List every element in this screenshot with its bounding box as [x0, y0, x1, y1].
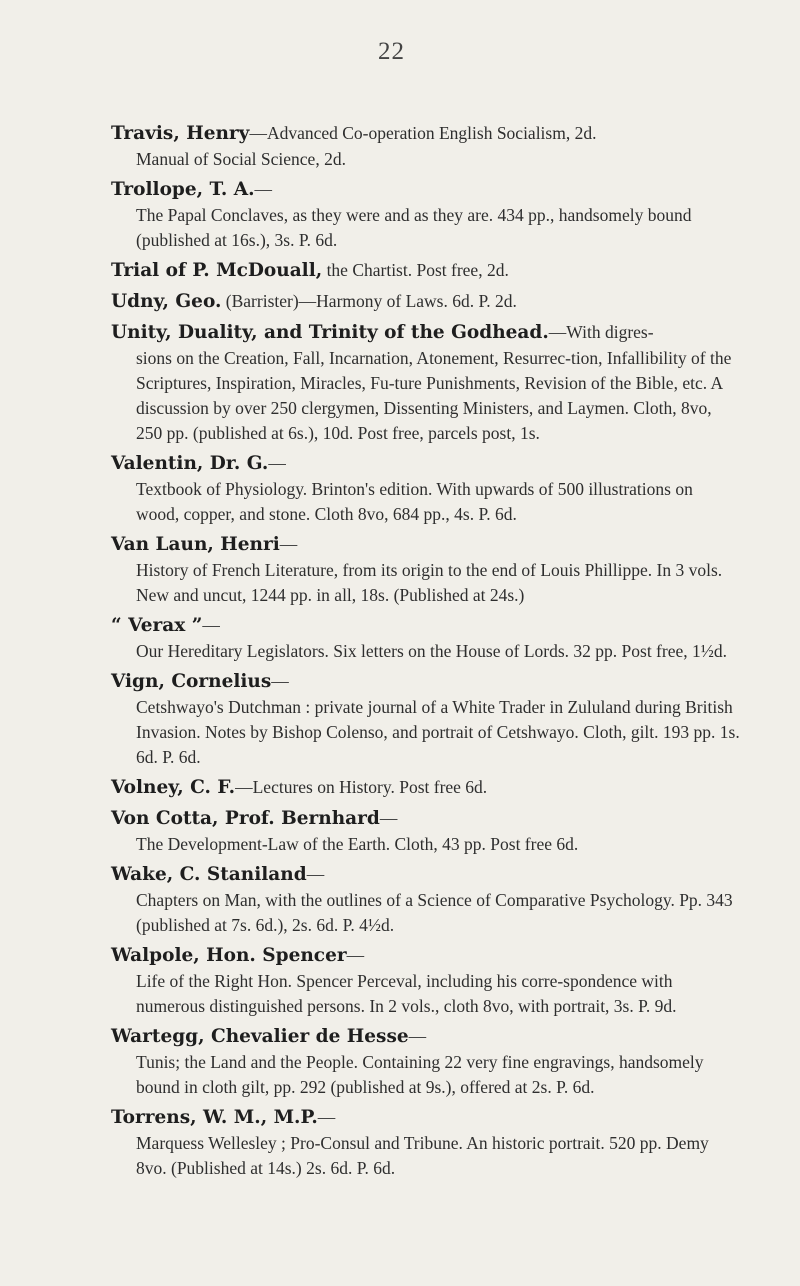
catalogue-entry	[111, 176, 740, 253]
entry-description: Chapters on Man, with the outlines of a Science of Comparative Psychology. Pp. 343 (published at 7s. 6d.), 2s. 6d. P. 4½d.	[136, 890, 733, 935]
entry-author: Volney, C. F.	[111, 777, 236, 798]
entry-heading-rest: the Chartist. Post free, 2d.	[322, 260, 509, 280]
catalogue-entry	[111, 450, 740, 527]
entry-heading-rest: —	[271, 671, 289, 691]
entry-description: The Papal Conclaves, as they were and as they are. 434 pp., handsomely bound (published at 16s.), 3s. P. 6d.	[136, 205, 692, 250]
entry-author: Vign, Cornelius	[111, 671, 272, 692]
entry-author: Unity, Duality, and Trinity of the Godhead.	[111, 322, 549, 343]
entry-author: Trollope, T. A.	[111, 179, 255, 200]
entry-author: “ Verax ”	[111, 615, 203, 636]
catalogue-entry	[111, 861, 740, 938]
entry-author: Trial of P. McDouall,	[111, 260, 323, 281]
catalogue-entry	[111, 942, 740, 1019]
entry-description: Marquess Wellesley ; Pro-Consul and Tribune. An historic portrait. 520 pp. Demy 8vo. (Published at 14s.) 2s. 6d. P. 6d.	[136, 1133, 709, 1178]
entry-author: Valentin, Dr. G.	[111, 453, 269, 474]
entry-description: Life of the Right Hon. Spencer Perceval, including his corre-spondence with numerous distinguished persons. In 2 vols., cloth 8vo, with portrait, 3s. P. 9d.	[136, 971, 677, 1016]
entry-heading-line	[111, 120, 740, 147]
entry-description: History of French Literature, from its origin to the end of Louis Phillippe. In 3 vols. New and uncut, 1244 pp. in all, 18s. (Published at 24s.)	[136, 560, 723, 605]
entry-heading-line	[111, 1104, 740, 1131]
entry-heading-line	[111, 805, 740, 832]
entry-heading-line	[111, 668, 740, 695]
entry-author: Wartegg, Chevalier de Hesse	[111, 1026, 409, 1047]
entry-heading-rest: (Barrister)—Harmony of Laws. 6d. P. 2d.	[221, 291, 517, 311]
entry-heading-line	[111, 176, 740, 203]
entry-heading-line	[111, 612, 740, 639]
page-number: 22	[378, 38, 405, 65]
entry-description: Cetshwayo's Dutchman : private journal of a White Trader in Zululand during British Invasion. Notes by Bishop Colenso, and portrait of Cetshwayo. Cloth, gilt. 193 pp. 1s. 6d. P. 6d.	[136, 697, 740, 767]
catalogue-entry	[111, 1023, 740, 1100]
entry-description: Our Hereditary Legislators. Six letters on the House of Lords. 32 pp. Post free, 1½d.	[136, 641, 727, 661]
entry-heading-line	[111, 861, 740, 888]
entry-heading-rest: —	[408, 1026, 427, 1046]
entry-heading-rest: —Lectures on History. Post free 6d.	[235, 777, 488, 797]
entry-author: Von Cotta, Prof. Bernhard	[111, 808, 380, 829]
catalogue-entry	[111, 774, 740, 801]
catalogue-entry	[111, 257, 740, 284]
entry-heading-rest: —	[317, 1107, 336, 1127]
entry-heading-rest: —	[202, 615, 220, 635]
entry-heading-continuation: sions on the Creation, Fall, Incarnation, Atonement, Resurrec-tion, Infallibility of the Scriptures, Inspiration, Miracles, Fu-ture Punishments, Revision of the Bible, etc. A discussion by over 250 clergymen, Dissenting Ministers, and Laymen. Cloth, 8vo, 250 pp. (published at 6s.), 10d. Post free, parcels post, 1s.	[136, 348, 732, 443]
catalogue-entry	[111, 531, 740, 608]
entry-heading-rest: —Advanced Co-operation English Socialism, 2d.	[249, 123, 597, 143]
entry-heading-rest: —	[306, 864, 325, 884]
entry-heading-line	[111, 450, 740, 477]
catalogue-entry	[111, 319, 740, 446]
entry-heading-line	[111, 1023, 740, 1050]
entry-description: Tunis; the Land and the People. Containing 22 very fine engravings, handsomely bound in cloth gilt, pp. 292 (published at 9s.), offered at 2s. P. 6d.	[136, 1052, 704, 1097]
entry-description: Textbook of Physiology. Brinton's edition. With upwards of 500 illustrations on wood, copper, and stone. Cloth 8vo, 684 pp., 4s. P. 6d.	[136, 479, 693, 524]
entry-heading-line	[111, 942, 740, 969]
entry-heading-rest: —	[379, 808, 398, 828]
entry-heading-rest: —With digres-	[548, 322, 654, 342]
catalogue-entry	[111, 612, 740, 664]
entry-heading-continuation: Manual of Social Science, 2d.	[136, 149, 346, 169]
entry-heading-rest: —	[279, 534, 298, 554]
entry-author: Torrens, W. M., M.P.	[111, 1107, 318, 1128]
catalogue-entry	[111, 120, 740, 172]
entry-author: Travis, Henry	[111, 123, 250, 144]
entry-heading-line	[111, 319, 740, 346]
entry-heading-line	[111, 531, 740, 558]
entry-author: Wake, C. Staniland	[111, 864, 307, 885]
entry-heading-line	[111, 257, 740, 284]
catalogue-entry	[111, 668, 740, 770]
entry-heading-line	[111, 288, 740, 315]
entry-heading-rest: —	[346, 945, 365, 965]
entry-heading-rest: —	[254, 179, 273, 199]
entry-description: The Development-Law of the Earth. Cloth, 43 pp. Post free 6d.	[136, 834, 579, 854]
catalogue-entries	[111, 120, 740, 1181]
entry-author: Udny, Geo.	[111, 291, 222, 312]
catalogue-entry	[111, 805, 740, 857]
entry-heading-rest: —	[268, 453, 286, 473]
entry-author: Van Laun, Henri	[111, 534, 280, 555]
entry-heading-line	[111, 774, 740, 801]
entry-author: Walpole, Hon. Spencer	[111, 945, 347, 966]
catalogue-entry	[111, 1104, 740, 1181]
catalogue-entry	[111, 288, 740, 315]
